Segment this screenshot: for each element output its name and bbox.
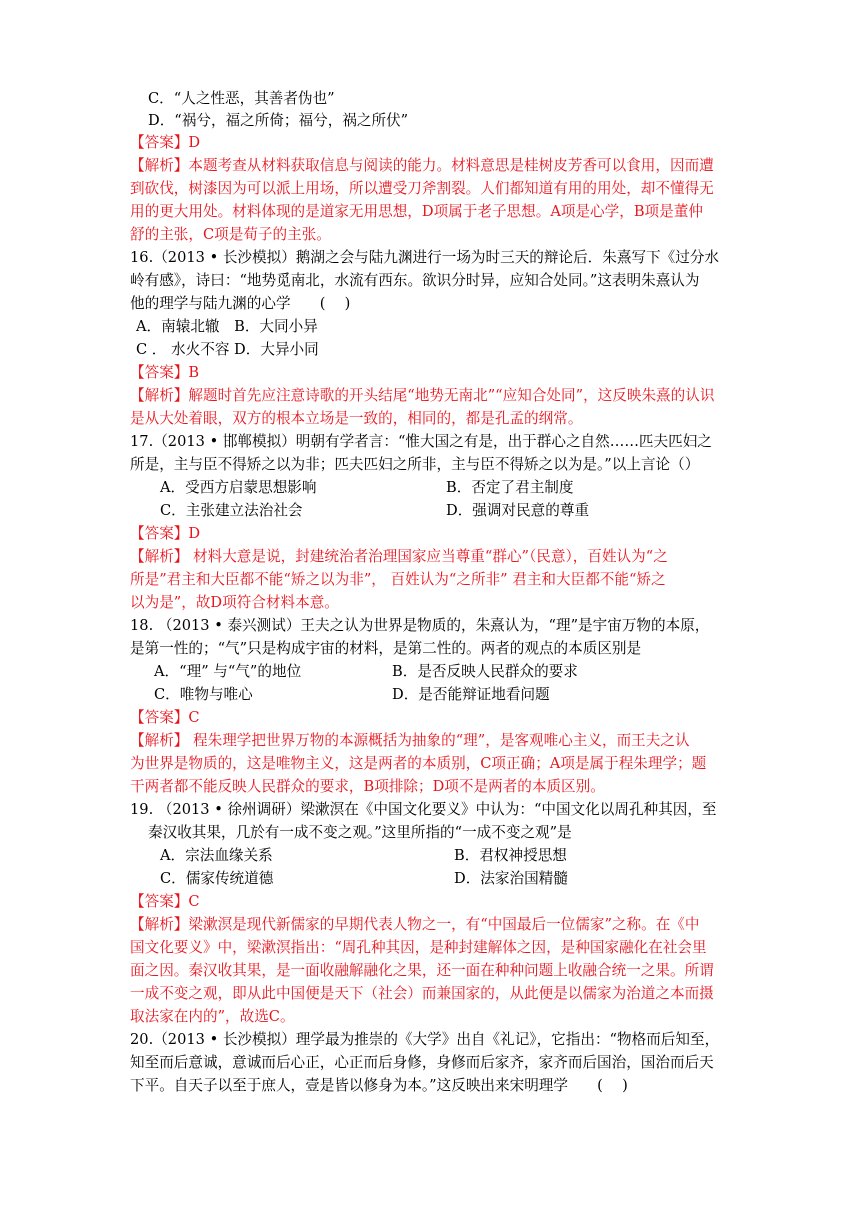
answer-text-line: 【解析】梁漱溟是现代新儒家的早期代表人物之一，有“中国最后一位儒家”之称。在《中 bbox=[130, 916, 700, 933]
answer-text-line: 【解析】 程朱理学把世界万物的本源概括为抽象的“理”，是客观唯心主义，而王夫之认 bbox=[130, 732, 690, 749]
question-text-line: 16.（2013 • 长沙模拟）鹅湖之会与陆九渊进行一场为时三天的辩论后．朱熹写下《过分水 bbox=[130, 249, 720, 266]
answer-text-line: 【答案】D bbox=[130, 134, 201, 151]
question-text-line: A．“理” 与“气”的地位 bbox=[154, 663, 302, 680]
question-text-line: C．儒家传统道德 bbox=[160, 870, 274, 887]
answer-text-line: 【答案】B bbox=[130, 364, 200, 381]
question-text-line: 是第一性的；“气”只是构成宇宙的材料，是第二性的。两者的观点的本质区别是 bbox=[130, 640, 642, 657]
question-text-line: B．君权神授思想 bbox=[454, 847, 567, 864]
question-text-line: A．南辕北辙 B．大同小异 bbox=[136, 318, 318, 335]
answer-text-line: 是从大处着眼，双方的根本立场是一致的，相同的，都是孔孟的纲常。 bbox=[130, 410, 583, 427]
answer-text-line: 舒的主张，C项是荀子的主张。 bbox=[130, 226, 331, 243]
question-text-line: D．强调对民意的尊重 bbox=[446, 502, 590, 519]
answer-text-line: 以为是”，故D项符合材料本意。 bbox=[130, 594, 339, 611]
question-text-line: 所是，主与臣不得矫之以为非；匹夫匹妇之所非，主与臣不得矫之以为是。”以上言论（） bbox=[130, 456, 700, 473]
answer-text-line: 取法家在内的”，故选C。 bbox=[130, 1008, 295, 1025]
question-text-line: 知至而后意诚，意诚而后心正，心正而后身修，身修而后家齐，家齐而后国治，国治而后天 bbox=[130, 1054, 714, 1071]
question-text-line: 20.（2013 • 长沙模拟）理学最为推崇的《大学》出自《礼记》，它指出：“物格而后知至， bbox=[130, 1031, 720, 1048]
question-text-line: 岭有感》，诗曰：“地势觅南北，水流有西东。欲识分时异，应知合处同。”这表明朱熹认为 bbox=[130, 272, 700, 289]
answer-text-line: 一成不变之观，即从此中国便是天下（社会）而兼国家的，从此便是以儒家为治道之本而摄 bbox=[130, 985, 714, 1002]
answer-text-line: 面之因。秦汉收其果，是一面收融解融化之果，还一面在种种问题上收融合统一之果。所谓 bbox=[130, 962, 714, 979]
question-text-line: B．否定了君主制度 bbox=[446, 479, 574, 496]
question-text-line: 秦汉收其果，几於有一成不变之观。”这里所指的“一成不变之观”是 bbox=[148, 824, 572, 841]
question-text-line: A．受西方启蒙思想影响 bbox=[160, 479, 317, 496]
question-text-line: 下平。自天子以至于庶人，壹是皆以修身为本。”这反映出来宋明理学 ( ) bbox=[130, 1077, 628, 1094]
question-text-line: C．“人之性恶，其善者伪也” bbox=[148, 90, 335, 107]
answer-text-line: 【答案】C bbox=[130, 893, 200, 910]
answer-text-line: 【解析】 材料大意是说，封建统治者治理国家应当尊重“群心”（民意），百姓认为“之 bbox=[130, 548, 668, 565]
answer-text-line: 为世界是物质的，这是唯物主义，这是两者的本质别，C项正确；A项是属于程朱理学；题 bbox=[130, 755, 707, 772]
answer-text-line: 【解析】解题时首先应注意诗歌的开头结尾“地势无南北”“应知合处同”，这反映朱熹的认识 bbox=[130, 387, 715, 404]
question-text-line: A．宗法血缘关系 bbox=[160, 847, 273, 864]
question-text-line: D．是否能辩证地看问题 bbox=[392, 686, 550, 703]
question-text-line: C．主张建立法治社会 bbox=[160, 502, 303, 519]
question-text-line: B．是否反映人民群众的要求 bbox=[392, 663, 578, 680]
answer-text-line: 【答案】C bbox=[130, 709, 200, 726]
question-text-line: D．法家治国精髓 bbox=[454, 870, 568, 887]
question-text-line: C ． 水火不容 D．大异小同 bbox=[136, 341, 319, 358]
answer-text-line: 所是”君主和大臣都不能“矫之以为非”， 百姓认为“之所非” 君主和大臣都不能“矫之 bbox=[130, 571, 666, 588]
question-text-line: D．“祸兮，福之所倚；福兮，祸之所伏” bbox=[148, 112, 409, 129]
question-text-line: 19. （2013 • 徐州调研）梁漱溟在《中国文化要义》中认为：“中国文化以周孔种其因，至 bbox=[130, 801, 717, 818]
answer-text-line: 【答案】D bbox=[130, 525, 201, 542]
question-text-line: 18. （2013 • 泰兴测试）王夫之认为世界是物质的，朱熹认为，“理”是宇宙万物的本原， bbox=[130, 617, 710, 634]
question-text-line: 17.（2013 • 邯郸模拟）明朝有学者言：“惟大国之有是，出于群心之自然……匹夫匹妇之 bbox=[130, 433, 712, 450]
answer-text-line: 干两者都不能反映人民群众的要求，B项排除；D项不是两者的本质区别。 bbox=[130, 778, 605, 795]
answer-text-line: 【解析】本题考查从材料获取信息与阅读的能力。材料意思是桂树皮芳香可以食用，因而遭 bbox=[130, 157, 714, 174]
question-text-line: C．唯物与唯心 bbox=[154, 686, 253, 703]
answer-text-line: 到砍伐，树漆因为可以派上用场，所以遭受刀斧割裂。人们都知道有用的用处，却不懂得无 bbox=[130, 180, 714, 197]
answer-text-line: 用的更大用处。材料体现的是道家无用思想，D项属于老子思想。A项是心学，B项是董仲 bbox=[130, 203, 703, 220]
answer-text-line: 国文化要义》中，梁漱溟指出：“周孔种其因，是种封建解体之因，是种国家融化在社会里 bbox=[130, 939, 707, 956]
question-text-line: 他的理学与陆九渊的心学 ( ) bbox=[130, 295, 351, 312]
